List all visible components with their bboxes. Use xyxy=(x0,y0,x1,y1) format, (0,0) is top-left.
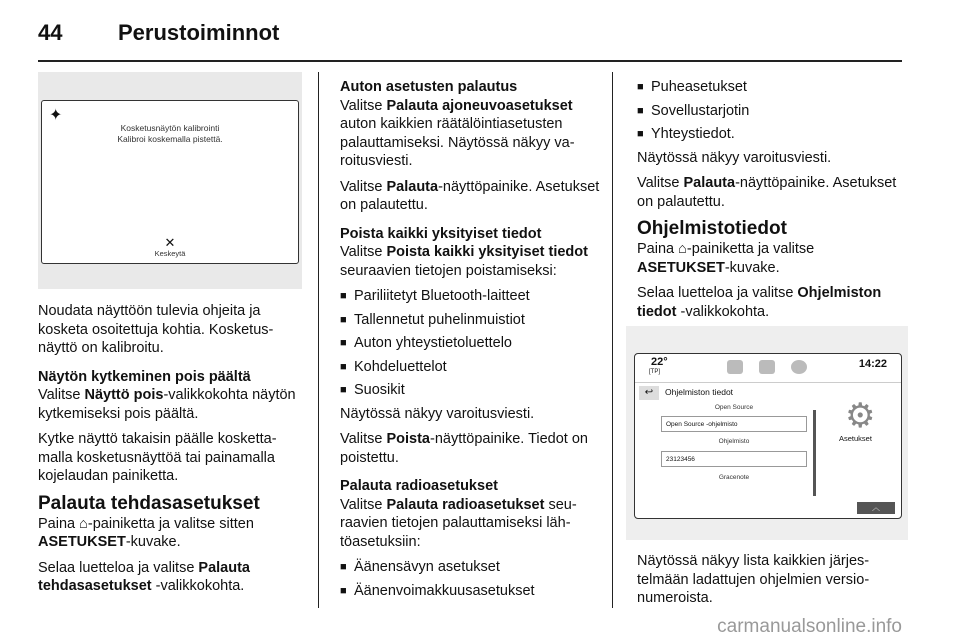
paragraph: Näytössä näkyy lista kaikkien järjestelmään ladattujen ohjelmien versionumeroista. xyxy=(637,553,870,606)
section-heading: Palauta tehdasasetukset xyxy=(38,492,260,514)
column-3 xyxy=(637,78,903,328)
section-heading: Palauta radioasetukset xyxy=(340,478,498,494)
status-bar xyxy=(635,354,901,383)
paragraph: Paina ⌂-painiketta ja valitse ASETUKSET-kuvake. xyxy=(637,241,815,276)
paragraph: Valitse Palauta radioasetukset seuraavien tietojen palauttamiseksi lähtöasetuksiin: xyxy=(340,496,577,550)
list-item[interactable]: 23123456 xyxy=(661,451,807,467)
screen-title: Ohjelmiston tiedot xyxy=(665,387,734,397)
calibration-instruction: Kalibroi koskemalla pistettä. xyxy=(117,134,223,144)
page-title: Perustoiminnot xyxy=(118,20,280,45)
clock: 14:22 xyxy=(858,358,887,370)
column-3-tail xyxy=(637,552,903,615)
tp-indicator: [TP] xyxy=(649,369,661,375)
phone-icon[interactable] xyxy=(759,360,775,374)
list-item: Open Source xyxy=(714,404,754,411)
calibration-title: Kosketusnäytön kalibrointi xyxy=(120,123,220,133)
paragraph: Valitse Palauta ajoneuvoasetukset auton kaikkien räätälöintiasetusten palauttamiseksi. Näytössä näkyy varoitusviesti. xyxy=(340,97,575,169)
column-divider-1 xyxy=(318,72,319,608)
watermark: carmanualsonline.info xyxy=(717,616,902,637)
list-item: ■ Puheasetukset xyxy=(637,78,903,97)
list-item: ■ Yhteystiedot. xyxy=(637,125,903,144)
app-icon[interactable] xyxy=(791,360,807,374)
home-icon: ⌂ xyxy=(678,241,687,257)
list-item: ■ Sovellustarjotin xyxy=(637,102,903,121)
scrollbar[interactable] xyxy=(813,410,816,496)
header-rule xyxy=(38,60,902,62)
temperature-readout: 22° xyxy=(651,356,668,368)
list-item: Gracenote xyxy=(718,474,750,481)
paragraph: Näytössä näkyy varoitusviesti. xyxy=(340,405,535,422)
calibration-screen xyxy=(41,100,299,264)
paragraph: Näytössä näkyy varoitusviesti. xyxy=(637,149,832,166)
column-divider-2 xyxy=(612,72,613,608)
section-heading: Auton asetusten palautus xyxy=(340,79,518,95)
paragraph: Valitse Palauta-näyttöpainike. Asetukset on palautettu. xyxy=(637,175,897,210)
list-item: ■ Auton yhteystietoluettelo xyxy=(340,334,602,353)
section-heading: Poista kaikki yksityiset tiedot xyxy=(340,225,542,242)
paragraph: Noudata näyttöön tulevia ohjeita ja kosketa osoitettuja kohtia. Kosketusnäyttö on kalibroitu. xyxy=(38,303,274,356)
page-number: 44 xyxy=(38,20,63,45)
home-icon: ⌂ xyxy=(79,515,88,532)
list-item: ■ Äänenvoimakkuusasetukset xyxy=(340,582,602,601)
list-item: ■ Kohdeluettelot xyxy=(340,358,602,377)
paragraph: Selaa luetteloa ja valitse Ohjelmiston tiedot -valikkokohta. xyxy=(637,285,882,320)
paragraph: Kytke näyttö takaisin päälle koskettamalla kosketusnäyttöä tai painamalla kojelaudan painiketta. xyxy=(38,431,277,484)
paragraph: Selaa luetteloa ja valitse Palauta tehdasasetukset -valikkokohta. xyxy=(38,559,250,594)
paragraph: Valitse Poista kaikki yksityiset tiedot seuraavien tietojen poistamiseksi: xyxy=(340,244,588,279)
music-icon[interactable] xyxy=(727,360,743,374)
calibration-screen-illustration xyxy=(38,72,302,289)
paragraph: Valitse Palauta-näyttöpainike. Asetukset on palautettu. xyxy=(340,178,600,213)
software-info-screen xyxy=(634,353,902,519)
close-icon[interactable]: ✕ xyxy=(164,235,176,250)
list-item: ■ Äänensävyn asetukset xyxy=(340,558,602,577)
section-heading: Näytön kytkeminen pois päältä xyxy=(38,368,251,385)
list-item: ■ Suosikit xyxy=(340,381,602,400)
paragraph: Valitse Poista-näyttöpainike. Tiedot on poistettu. xyxy=(340,431,588,466)
settings-label: Asetukset xyxy=(839,434,872,443)
paragraph: Valitse Näyttö pois-valikkokohta näytön kytkemiseksi pois päältä. xyxy=(38,387,296,422)
list-item: ■ Pariliitetyt Bluetooth-laitteet xyxy=(340,287,602,306)
list-item[interactable]: Open Source -ohjelmisto xyxy=(661,416,807,432)
back-arrow-icon[interactable]: ↩ xyxy=(639,386,659,400)
cancel-label: Keskeytä xyxy=(154,249,186,258)
list-item: Ohjelmisto xyxy=(718,438,750,445)
list-item: ■ Tallennetut puhelinmuistiot xyxy=(340,311,602,330)
chevron-up-icon[interactable]: ︿ xyxy=(857,502,895,514)
section-heading: Ohjelmistotiedot xyxy=(637,218,787,239)
gear-icon[interactable]: ⚙ xyxy=(845,397,876,435)
column-1 xyxy=(38,302,304,603)
paragraph: Paina ⌂-painiketta ja valitse sitten ASETUKSET-kuvake. xyxy=(38,515,254,550)
crosshair-icon: ✦ xyxy=(49,107,63,124)
column-2 xyxy=(340,78,602,605)
